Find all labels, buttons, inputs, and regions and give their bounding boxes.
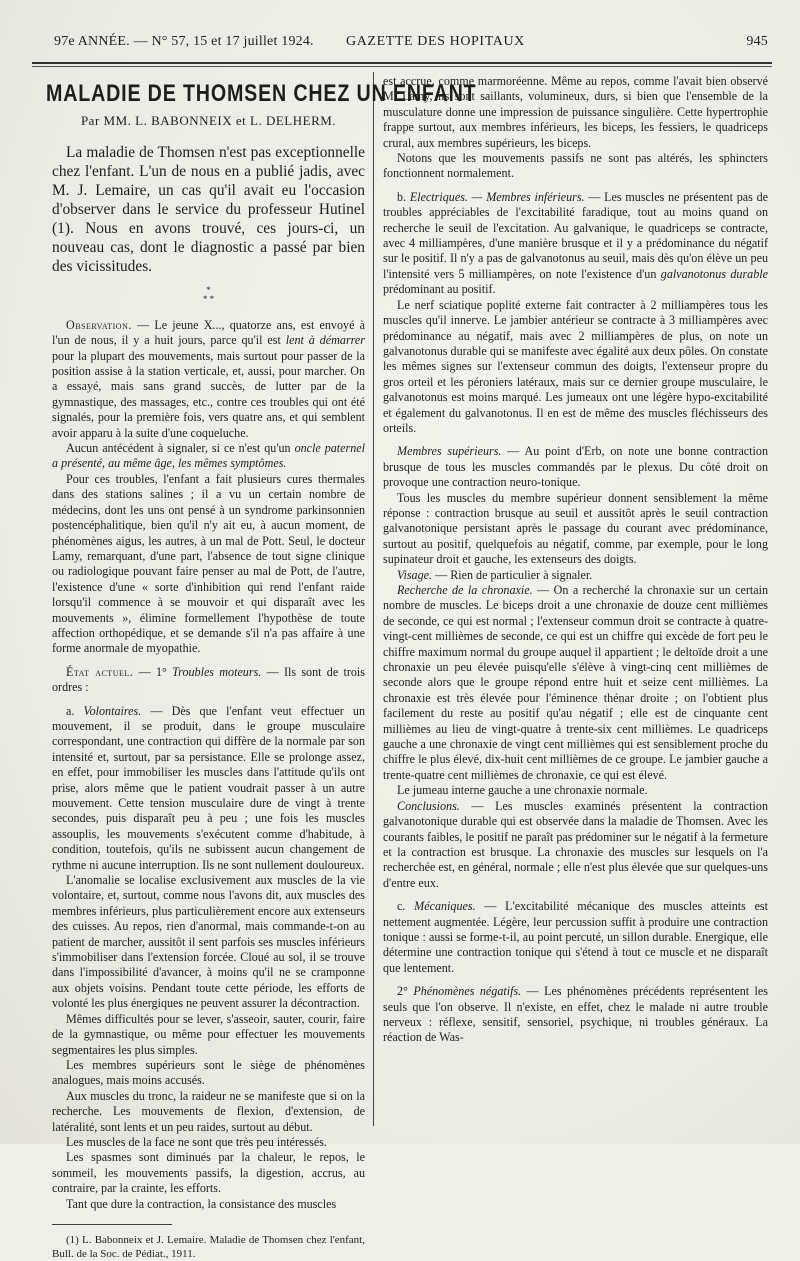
volontaires-paragraph bbox=[52, 704, 365, 873]
etat-label: État actuel. bbox=[66, 664, 134, 679]
text-run: a. bbox=[66, 703, 84, 718]
emphasis: galvanotonus durable bbox=[660, 266, 768, 281]
intro-paragraph: La maladie de Thomsen n'est pas exceptionnelle chez l'enfant. L'un de nous en a publié jadis, avec M. J. Lemaire, un cas qu'il avait eu l'occasion d'observer dans le service du professeur Hutinel (1). Nous en avons trouvé, ces jours-ci, un nouveau cas, dont le diagnostic a passé par bien des vicissitudes. bbox=[52, 143, 365, 275]
history-paragraph: Pour ces troubles, l'enfant a fait plusieurs cures thermales dans des stations salines ; il a vu un certain nombre de médecins, dont les uns ont pensé à un syndrome parkinsonnien postencéphalitique, bien qu'il n'y ait eu, à aucun moment, de phénomènes aigus, les autres, à un mal de Pott. Seul, le docteur Lamy, remarquant, d'une part, l'absence de tout signe clinique ou radiologique pouvant faire penser au mal de Pott, de l'autre, l'existence d'une « sorte d'inhibition qui rend l'enfant raide lorsqu'il commence à se mouvoir et qui disparaît avec les mouvements », élimine formellement l'hypothèse de toute affection orthopédique, et se demande s'il n'a pas affaire à une forme anormale de myopathie. bbox=[52, 471, 365, 656]
sphincters-paragraph: Notons que les mouvements passifs ne sont pas altérés, les sphincters fonctionnent normalement. bbox=[383, 151, 768, 181]
text-run: — On a recherché la chronaxie sur un certain nombre de muscles. Le biceps droit a une chronaxie de douze cent millièmes de seconde, ce qui est normal ; l'extenseur commun droit se contracte à quatre-vingt-cent millièmes de seconde, ce qui est un chiffre qui excède de fort peu le chiffre maximum normal du groupe auquel il appartient ; le deltoïde droit a une chronaxie un peu élevée puisqu'elle s'élève à vingt-cinq cent millièmes de seconde alors que le groupe répond entre huit et seize cent millièmes. La chronaxie est très élevée pour l'éminence thénar droite ; on l'obtient plus facilement du reste au positif qu'au négatif ; elle est de cinquante cent millièmes au lieu de vingt-quatre à trente-six cent millièmes. Le quadriceps gauche a une chronaxie de vingt cent millièmes qui est sensiblement proche du chiffre le plus élevé, dix-huit cent millièmes de ce groupe. Le jambier gauche a trente-quatre cent millièmes de chronaxie, ce qui est élevé. bbox=[383, 583, 769, 782]
footnote: (1) L. Babonneix et J. Lemaire. Maladie de Thomsen chez l'enfant, Bull. de la Soc. de Pédiat., 1911. bbox=[52, 1233, 365, 1260]
text-run: — Les phénomènes précédents représentent les seuls que l'on observe. Il n'existe, en effet, chez le malade ni autre trouble nerveux : réflexe, sensitif, sensoriel, psychique, ni troubles généraux. La réaction de Was- bbox=[383, 984, 768, 1045]
column-divider bbox=[373, 72, 374, 1126]
emphasis: Recherche de la chronaxie. bbox=[397, 583, 533, 597]
membres-sup-paragraph bbox=[383, 444, 768, 490]
mecaniques-paragraph bbox=[383, 899, 768, 976]
chronaxie-paragraph bbox=[383, 583, 768, 783]
text-run: — 1° bbox=[133, 664, 173, 679]
page-number: 945 bbox=[746, 34, 768, 49]
text-run: — Les muscles ne présentent pas de troubles appréciables de l'excitabilité faradique, tout au moins quand on recherche le seuil de l'excitation. Au galvanique, le quadriceps se contracte, avec 4 milliampères, d'une manière brusque et il y a prédominance du négatif sur le positif. Il n'y a pas de galvanotonus au seuil, mais dès qu'on élève un peu l'intensité vers 5 milliampères, on note l'existence d'un bbox=[383, 189, 769, 281]
spacer bbox=[383, 976, 768, 984]
emphasis: Membres supérieurs. bbox=[397, 444, 502, 459]
negatifs-paragraph bbox=[383, 984, 768, 1046]
nerf-paragraph: Le nerf sciatique poplité externe fait contracter à 2 milliampères tous les muscles qu'il innerve. Le jambier antérieur se contracte à 3 milliampères avec prédominance au négatif, mais avec 2 milliampères de plus, on note un galvanotonus durable qui se manifeste avec égalité aux deux pôles. On constate les mêmes signes sur l'extenseur commun des doigts, l'extenseur propre du gros orteil et les péroniers latéraux, mais sur ce dernier groupe musculaire, le galvanotonus est moins marqué. Les jumeaux ont une légère hypo-excitabilité et également du galvanotonus. Il en est de même des muscles fléchisseurs des orteils. bbox=[383, 297, 768, 435]
star-bottom: * * bbox=[202, 293, 215, 304]
header-rule-thin bbox=[32, 66, 772, 67]
emphasis: Volontaires. bbox=[83, 703, 142, 718]
text-run: pour la plupart des mouvements, mais surtout pour passer de la position assise à la station verticale, et, aussi, pour marcher. On a essayé, mais sans grand succès, de lutter par de la gymnastique, des massages, etc., contre ces troubles qui ont été signalés, pour la première fois, vers quatre ans, et qui semblent avoir apparu à la suite d'une coqueluche. bbox=[52, 348, 365, 440]
observation-paragraph bbox=[52, 318, 365, 441]
text-run: prédominant au positif. bbox=[383, 282, 496, 297]
spacer bbox=[383, 891, 768, 899]
difficultes-paragraph: Mêmes difficultés pour se lever, s'asseoir, sauter, courir, faire de la gymnastique, ou même pour effectuer les mouvements segmentaires les plus simples. bbox=[52, 1011, 365, 1057]
membres-superieurs-paragraph: Les membres supérieurs sont le siège de phénomènes analogues, mais moins accusés. bbox=[52, 1057, 365, 1088]
text-run: — Les muscles examinés présentent la contraction galvanotonique durable qui est observée dans la maladie de Thomsen. Avec les courants faibles, le positif ne paraît pas prédominer sur le négatif à la fermeture et la contraction est brusque. La chronaxie des muscles sur lesquels on l'a recherchée est, en général, normale ; elle n'est plus élevée que sur quelques-uns d'entre eux. bbox=[383, 798, 768, 890]
face-paragraph: Les muscles de la face ne sont que très peu intéressés. bbox=[66, 1134, 327, 1149]
emphasis: oncle paternel a présenté, au même âge, les mêmes symptômes. bbox=[52, 441, 366, 471]
consistance-paragraph: Tant que dure la contraction, la consistance des muscles bbox=[66, 1196, 337, 1211]
star-top: * bbox=[206, 284, 211, 295]
text-run: 2° bbox=[397, 984, 414, 999]
page-header bbox=[54, 30, 772, 54]
conclusions-paragraph bbox=[383, 799, 768, 891]
electriques-paragraph bbox=[383, 190, 768, 298]
emphasis: Electriques. — Membres inférieurs. bbox=[409, 189, 585, 204]
tous-muscles-paragraph: Tous les muscles du membre supérieur donnent sensiblement la même réponse : contraction brusque au seuil et aussitôt après le seuil contraction galvanotonique persistant après le passage du courant avec prédominance, surtout au positif, quelquefois au négatif, comme, par exemple, pour le long supinateur droit et gauche, les extenseurs des doigts. bbox=[383, 490, 768, 567]
tronc-paragraph: Aux muscles du tronc, la raideur ne se manifeste que si on la recherche. Les mouvements de flexion, d'extension, de latéralité, sont lents et un peu raides, surtout au début. bbox=[52, 1088, 365, 1134]
text-run: — Au point d'Erb, on note une bonne contraction brusque de tous les muscles commandés par le plexus. Du côté droit on provoque une contraction neuro-tonique. bbox=[383, 444, 768, 490]
spacer bbox=[52, 657, 365, 665]
spacer bbox=[383, 436, 768, 444]
spasmes-paragraph: Les spasmes sont diminués par la chaleur, le repos, le sommeil, les mouvements passifs, la digestion, accrus, au contraire, par la crainte, les efforts. bbox=[52, 1150, 365, 1196]
article-title: MALADIE DE THOMSEN CHEZ UN ENFANT bbox=[46, 80, 477, 107]
emphasis: Mécaniques. bbox=[414, 899, 476, 914]
jumeau-paragraph: Le jumeau interne gauche a une chronaxie normale. bbox=[397, 783, 648, 798]
anomalie-paragraph: L'anomalie se localise exclusivement aux muscles de la vie volontaire, et, surtout, comme nous l'avons dit, aux muscles des membres inférieurs, plus particulièrement encore aux extenseurs des cuisses. Au repos, rien d'anormal, mais commande-t-on au patient de marcher, aussitôt il sent parfois ses muscles inférieurs s'immobiliser dans l'extension forcée. Cloué au sol, il se trouve dans l'impossibilité d'avancer, à moins qu'il ne se cramponne aux objets voisins. Pendant toute cette période, les efforts de volonté les plus énergiques ne peuvent assurer la décontraction. bbox=[52, 873, 365, 1011]
emphasis: Visage. bbox=[397, 567, 433, 582]
spacer bbox=[383, 182, 768, 190]
emphasis: Phénomènes négatifs. bbox=[413, 984, 522, 999]
section-separator bbox=[52, 286, 365, 304]
article-authors: Par MM. L. BABONNEIX et L. DELHERM. bbox=[80, 113, 337, 129]
right-column bbox=[383, 74, 768, 1046]
visage-paragraph bbox=[383, 568, 768, 583]
text-run: c. bbox=[397, 899, 415, 914]
spacer bbox=[52, 696, 365, 704]
header-rule bbox=[32, 62, 772, 64]
emphasis: lent à démarrer bbox=[285, 333, 365, 348]
text-run: — Le jeune X..., quatorze ans, est envoyé à l'un de nous, il y a huit jours, parce qu'il est bbox=[52, 317, 365, 348]
text-run: b. bbox=[397, 189, 410, 204]
text-run: — Rien de particulier à signaler. bbox=[432, 567, 593, 582]
text-run: Aucun antécédent à signaler, si ce n'est qu'un bbox=[66, 441, 295, 456]
text-run: — Dès que l'enfant veut effectuer un mouvement, il se produit, dans le groupe musculaire correspondant, une contraction qui diffère de la normale par son intensité et, surtout, par sa persistance. Elle se prolonge assez, en effet, pour immobiliser les muscles dans l'attitude qu'ils ont prise, alors même que le patient voudrait passer à un autre mouvement. Cette tension musculaire dure de vingt à trente secondes, puis disparaît peu à peu ; une fois les muscles assouplis, les mouvements s'exécutent comme d'habitude, à condition, toutefois, qu'ils ne subissent aucun changement de rythme ni aucune interruption. Ils ne sont nullement douloureux. bbox=[52, 703, 365, 872]
hypertrophie-paragraph: est accrue, comme marmoréenne. Même au repos, comme l'avait bien observé M. Lamy, ils sont saillants, volumineux, durs, si bien que l'ensemble de la musculature donne une impression de puissance singulière. Cette hypertrophie frappe surtout, aux membres inférieurs, les biceps, les fessiers, le quadriceps crural, aux membres supérieurs, les biceps. bbox=[383, 74, 768, 150]
footnote-rule bbox=[52, 1224, 172, 1225]
antecedents-paragraph bbox=[52, 441, 365, 472]
journal-name: GAZETTE DES HOPITAUX bbox=[346, 34, 525, 49]
etat-paragraph bbox=[52, 665, 365, 696]
emphasis: Troubles moteurs. bbox=[172, 664, 262, 679]
emphasis: Conclusions. bbox=[397, 798, 460, 813]
text-run: — Ils sont de trois ordres : bbox=[52, 664, 365, 695]
text-run: — L'excitabilité mécanique des muscles atteints est nettement augmentée. Légère, leur percussion suffit à produire une contraction tonique : aussi se forme-t-il, au point percuté, un sillon durable. Energique, elle détermine une contraction tonique qui s'étend à tout ce muscle et ne disparaît que lentement. bbox=[383, 899, 769, 975]
observation-label: Observation. bbox=[66, 317, 132, 332]
issue-line: 97e ANNÉE. — N° 57, 15 et 17 juillet 1924. bbox=[54, 34, 314, 49]
